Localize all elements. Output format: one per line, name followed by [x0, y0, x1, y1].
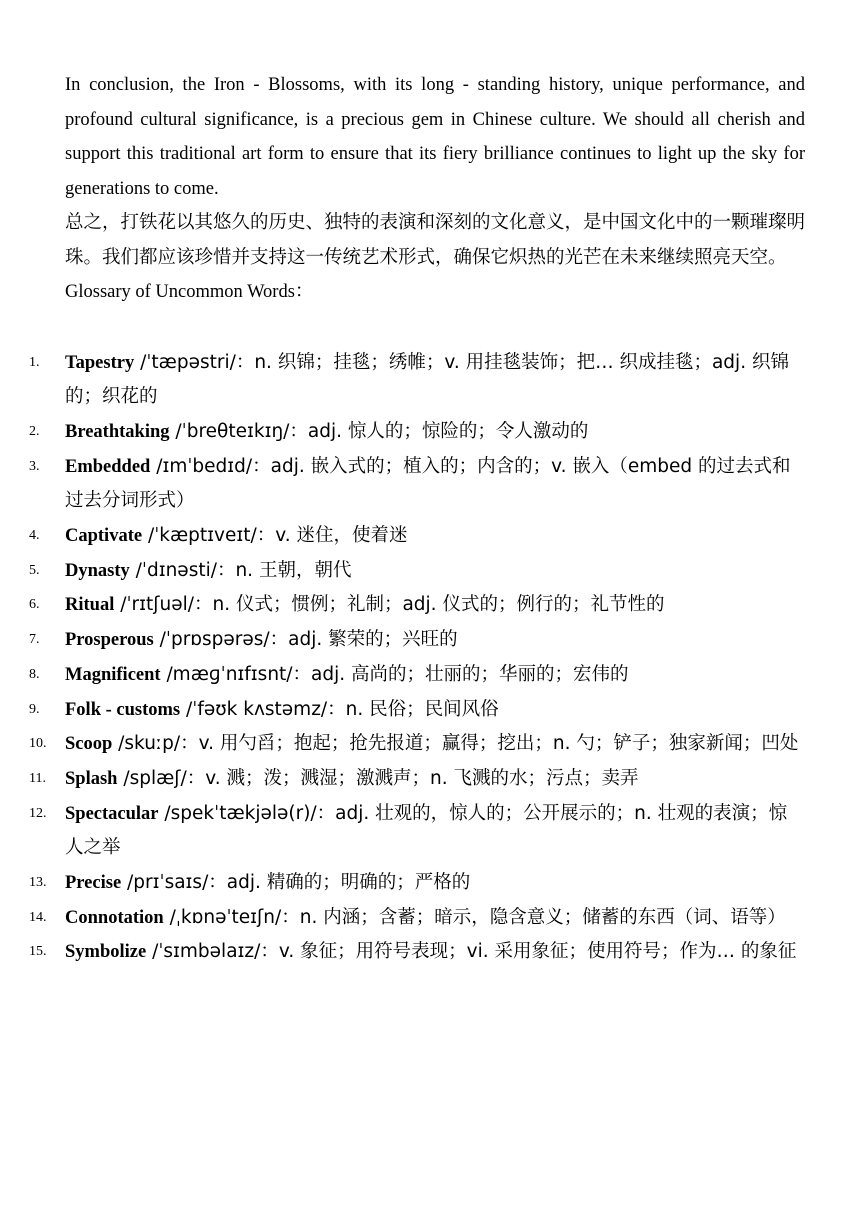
glossary-definition: /ˈkæptɪveɪt/：v. 迷住，使着迷	[142, 525, 408, 547]
glossary-word: Connotation	[65, 907, 164, 928]
conclusion-english-paragraph: In conclusion, the Iron - Blossoms, with its long - standing history, unique performance, and profound cultural significance, is a precious gem in Chinese culture. We should all cherish and support this traditional art form to ensure that its fiery brilliance continues to light up the sky for generations to come.	[65, 75, 805, 199]
glossary-definition: /mæɡˈnɪfɪsnt/：adj. 高尚的；壮丽的；华丽的；宏伟的	[160, 663, 629, 685]
glossary-item	[29, 623, 805, 658]
glossary-definition: /splæʃ/：v. 溅；泼；溅湿；激溅声；n. 飞溅的水；污点；卖弄	[117, 767, 639, 789]
item-number: 6.	[29, 597, 40, 613]
item-number: 5.	[29, 562, 40, 578]
item-number: 1.	[29, 354, 40, 370]
item-number: 4.	[29, 528, 40, 544]
item-number: 7.	[29, 632, 40, 648]
glossary-word: Embedded	[65, 456, 151, 477]
item-number: 11.	[29, 770, 46, 786]
glossary-word: Spectacular	[65, 803, 159, 824]
glossary-word: Symbolize	[65, 942, 147, 963]
glossary-word: Magnificent	[65, 664, 161, 685]
glossary-item	[29, 762, 805, 797]
item-number: 14.	[29, 909, 47, 925]
glossary-definition: /ɪmˈbedɪd/：adj. 嵌入式的；植入的；内含的；v. 嵌入（embed 的过去式和过去分词形式）	[65, 455, 791, 512]
glossary-definition: /ˈrɪtʃuəl/：n. 仪式；惯例；礼制；adj. 仪式的；例行的；礼节性的	[114, 594, 665, 616]
glossary-definition: /ˈbreθteɪkɪŋ/：adj. 惊人的；惊险的；令人激动的	[169, 420, 589, 442]
glossary-word: Breathtaking	[65, 421, 170, 442]
glossary-definition: /ˈfəʊk kʌstəmz/：n. 民俗；民间风俗	[180, 698, 499, 720]
glossary-item	[29, 935, 805, 970]
glossary-word: Ritual	[65, 595, 115, 616]
glossary-item	[29, 658, 805, 693]
glossary-definition: /ˌkɒnəˈteɪʃn/：n. 内涵；含蓄；暗示，隐含意义；储蓄的东西（词、语等）	[163, 906, 786, 928]
glossary-definition: /ˈprɒspərəs/：adj. 繁荣的；兴旺的	[153, 629, 458, 651]
glossary-word: Dynasty	[65, 560, 130, 581]
glossary-word: Prosperous	[65, 630, 154, 651]
conclusion-chinese-paragraph: 总之，打铁花以其悠久的历史、独特的表演和深刻的文化意义，是中国文化中的一颗璀璨明珠。我们都应该珍惜并支持这一传统艺术形式，确保它炽热的光芒在未来继续照亮天空。	[65, 212, 806, 268]
glossary-item	[29, 346, 805, 415]
glossary-definition: /prɪˈsaɪs/：adj. 精确的；明确的；严格的	[121, 872, 471, 894]
glossary-list	[29, 346, 805, 971]
glossary-definition: /skuːp/：v. 用勺舀；抱起；抢先报道；赢得；挖出；n. 勺；铲子；独家新闻；凹处	[112, 733, 799, 755]
glossary-word: Splash	[65, 768, 118, 789]
glossary-item	[29, 450, 805, 519]
glossary-word: Captivate	[65, 526, 143, 547]
glossary-item	[29, 415, 805, 450]
glossary-word: Tapestry	[65, 352, 135, 373]
glossary-title: Glossary of Uncommon Words：	[65, 282, 314, 302]
glossary-definition: /ˈtæpəstri/：n. 织锦；挂毯；绣帷；v. 用挂毯装饰；把… 织成挂毯；adj. 织锦的；织花的	[65, 351, 789, 408]
glossary-item	[29, 519, 805, 554]
glossary-item	[29, 797, 805, 866]
document-content	[29, 68, 806, 970]
glossary-definition: /spekˈtækjələ(r)/：adj. 壮观的，惊人的；公开展示的；n. 壮观的表演；惊人之举	[65, 802, 788, 859]
glossary-word: Scoop	[65, 734, 113, 755]
item-number: 2.	[29, 423, 40, 439]
glossary-item	[29, 693, 805, 728]
glossary-item	[29, 866, 805, 901]
item-number: 13.	[29, 875, 47, 891]
glossary-item	[29, 588, 805, 623]
item-number: 8.	[29, 666, 40, 682]
glossary-definition: /ˈdɪnəsti/：n. 王朝，朝代	[129, 559, 352, 581]
glossary-item	[29, 901, 805, 936]
glossary-item	[29, 727, 805, 762]
item-number: 12.	[29, 805, 47, 821]
item-number: 15.	[29, 944, 47, 960]
glossary-word: Folk - customs	[65, 699, 181, 720]
item-number: 9.	[29, 701, 40, 717]
glossary-definition: /ˈsɪmbəlaɪz/：v. 象征；用符号表现；vi. 采用象征；使用符号；作为… 的象征	[146, 941, 797, 963]
item-number: 3.	[29, 458, 40, 474]
glossary-word: Precise	[65, 873, 122, 894]
glossary-item	[29, 554, 805, 589]
item-number: 10.	[29, 736, 47, 752]
